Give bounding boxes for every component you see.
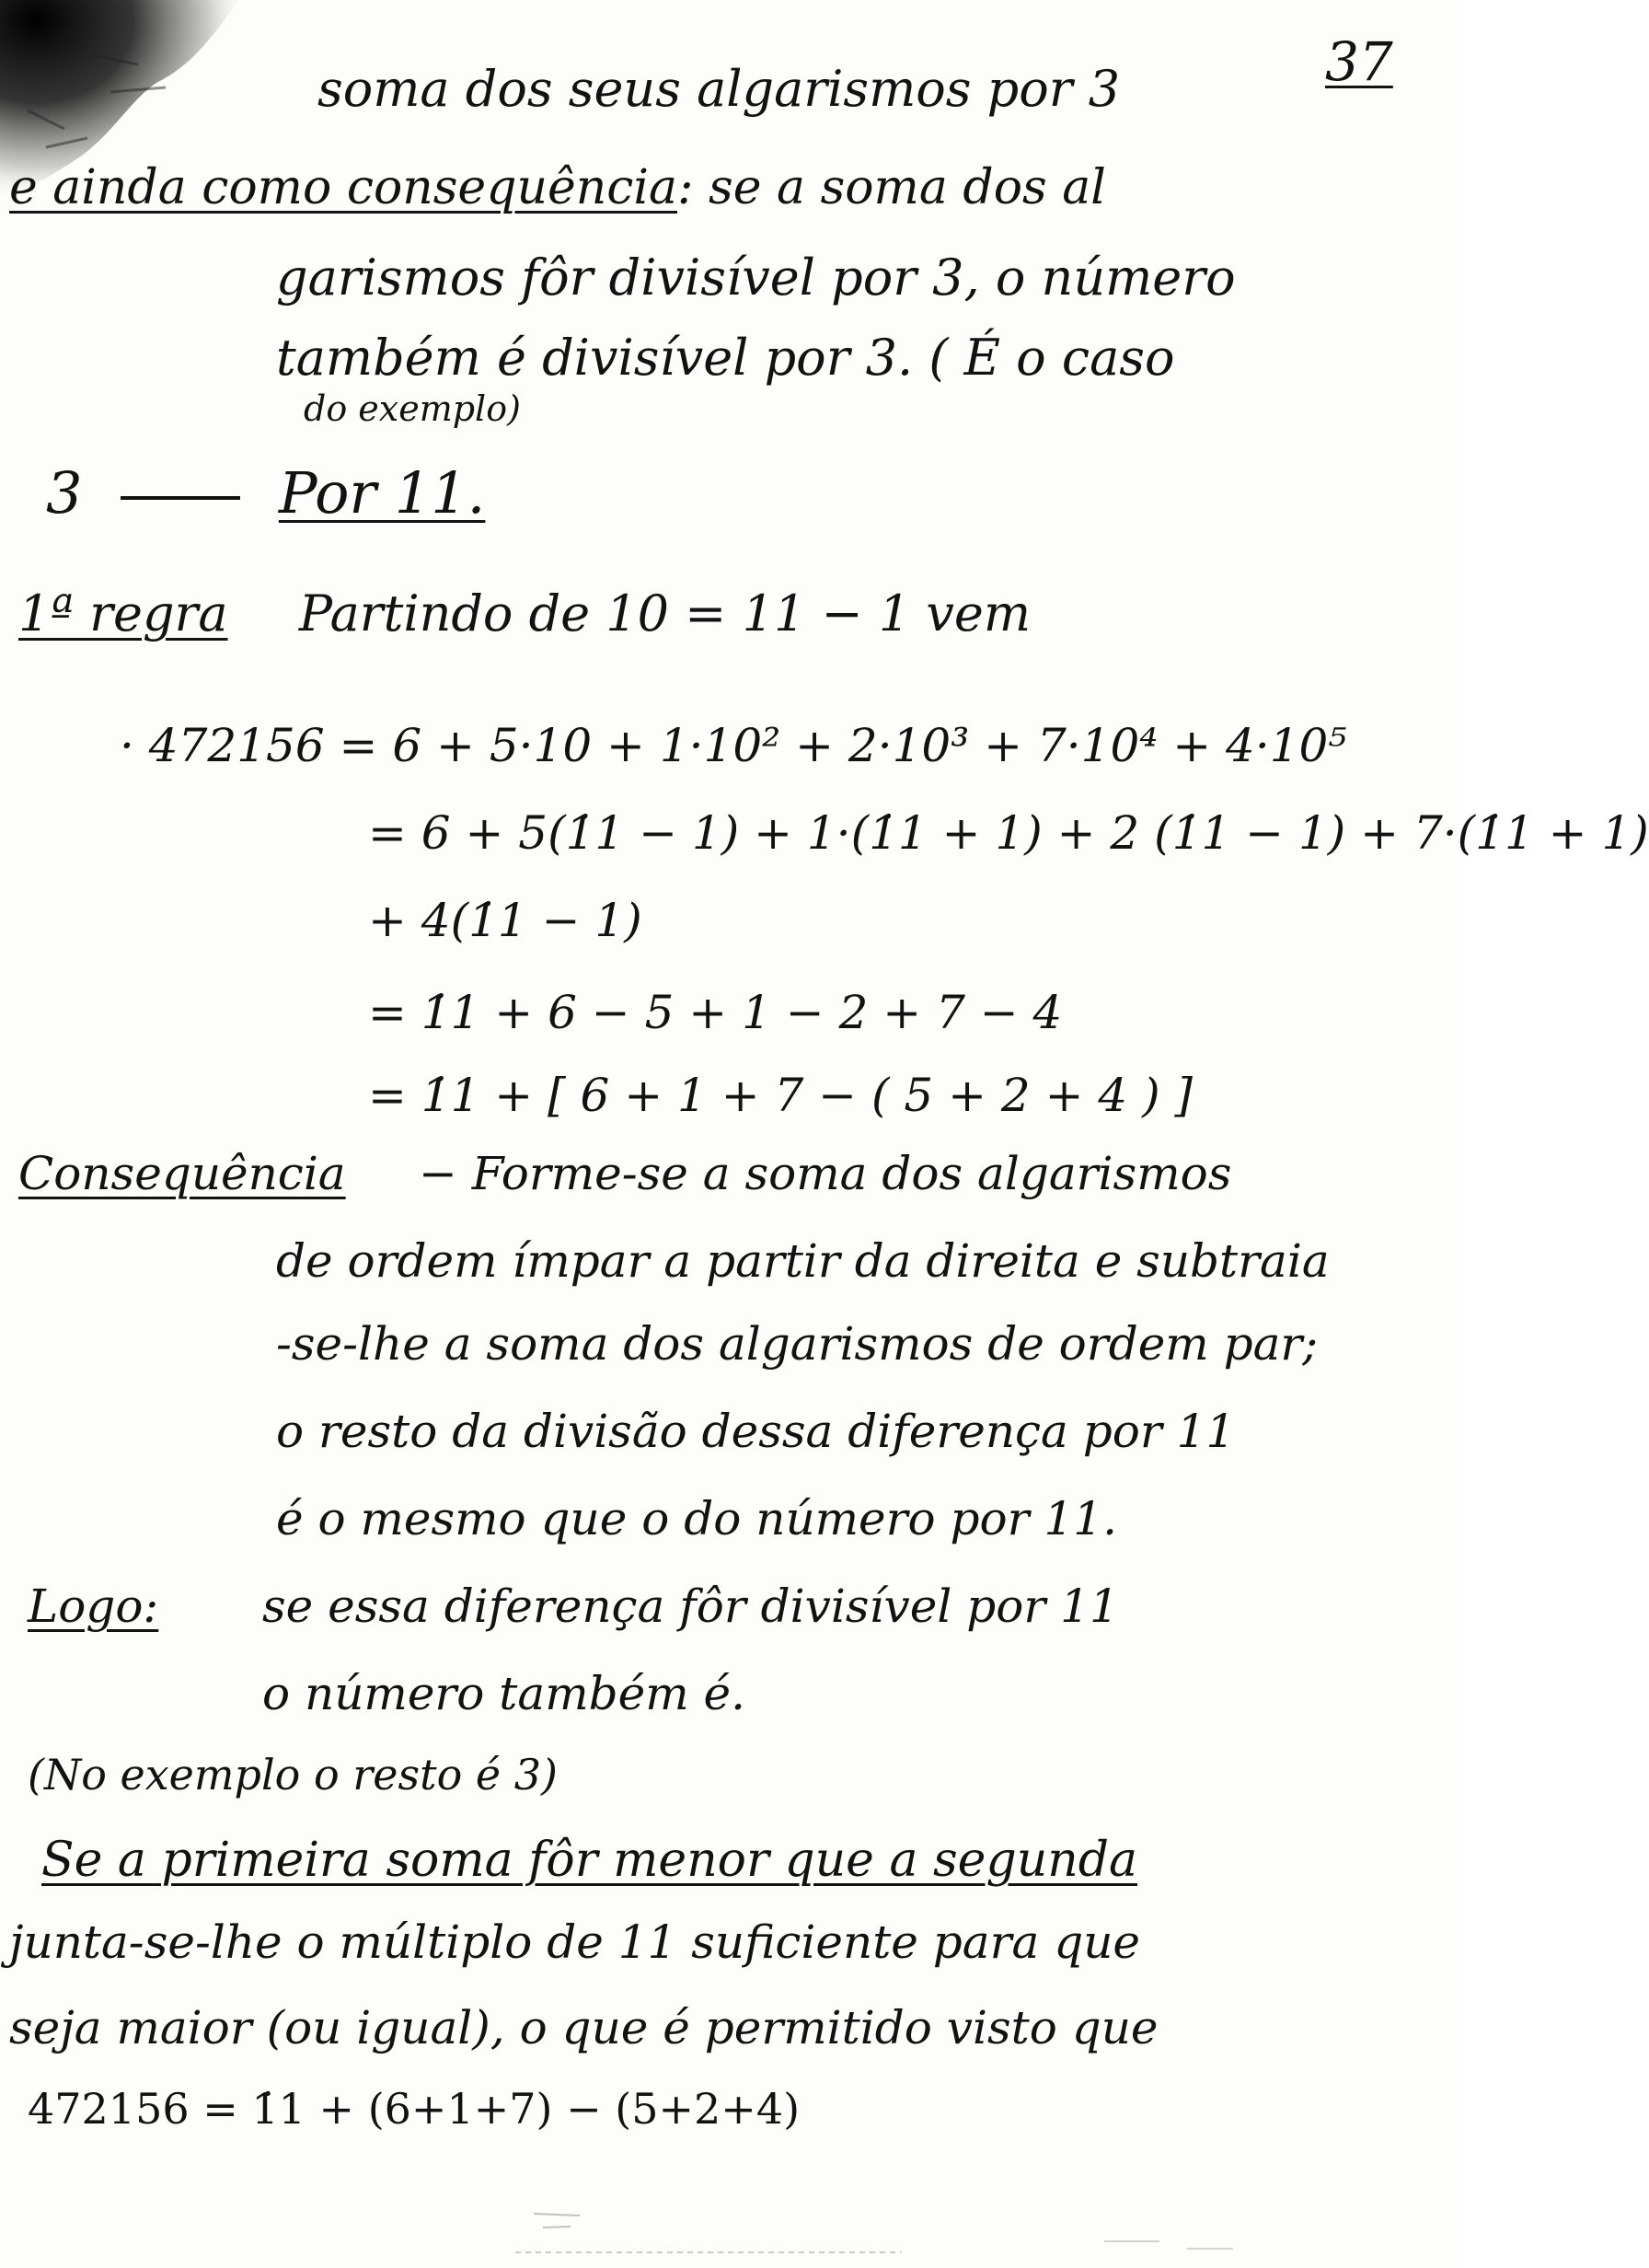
final-equation: 472156 = 1̇1 + (6+1+7) − (5+2+4) bbox=[28, 2084, 801, 2134]
section-dash bbox=[121, 496, 240, 500]
text-line-4-note: do exemplo) bbox=[304, 388, 521, 429]
section-number: 3 bbox=[46, 459, 83, 526]
conclusion-line-1: se essa diferença fôr divisível por 11 bbox=[262, 1580, 1119, 1633]
rule-text: Partindo de 10 = 11 − 1 vem bbox=[298, 584, 1032, 642]
consequence-line-1: − Forme-se a soma dos algarismos bbox=[419, 1147, 1232, 1200]
logo-label: Logo: bbox=[28, 1580, 159, 1633]
final-line-3: seja maior (ou igual), o que é permitido visto que bbox=[9, 2001, 1159, 2054]
example-note: (No exemplo o resto é 3) bbox=[28, 1750, 558, 1799]
equation-line-4: = 1̇1 + 6 − 5 + 1 − 2 + 7 − 4 bbox=[368, 986, 1063, 1039]
conclusion-line-2: o número também é. bbox=[262, 1667, 745, 1720]
equation-line-5: = 1̇1 + [ 6 + 1 + 7 − ( 5 + 2 + 4 ) ] bbox=[368, 1069, 1193, 1122]
consequence-label: Consequência bbox=[18, 1147, 346, 1200]
rule-label: 1ª regra bbox=[18, 584, 228, 642]
text-line-1: soma dos seus algarismos por 3 bbox=[317, 60, 1121, 118]
consequence-line-3: -se-lhe a soma dos algarismos de ordem par; bbox=[276, 1317, 1319, 1371]
text-line-2-rest: : se a soma dos al bbox=[677, 160, 1106, 215]
scan-bottom-marks-icon bbox=[479, 2204, 1307, 2260]
equation-line-3: + 4(1̇1 − 1) bbox=[368, 894, 642, 947]
text-line-3: garismos fôr divisível por 3, o número bbox=[276, 249, 1236, 307]
underlined-phrase: e ainda como consequência bbox=[9, 160, 677, 215]
page-number: 37 bbox=[1325, 30, 1393, 93]
final-line-2: junta-se-lhe o múltiplo de 11 suficiente para que bbox=[9, 1915, 1141, 1969]
equation-line-1: · 472156 = 6 + 5·10 + 1·10² + 2·10³ + 7·10⁴ + 4·10⁵ bbox=[120, 719, 1347, 772]
section-title: Por 11. bbox=[278, 459, 486, 526]
consequence-line-4: o resto da divisão dessa diferença por 11 bbox=[276, 1405, 1236, 1458]
rule-line bbox=[18, 584, 1032, 642]
text-line-2 bbox=[9, 160, 1106, 215]
consequence-line-2: de ordem ímpar a partir da direita e subtraia bbox=[276, 1234, 1330, 1288]
consequence-line-5: é o mesmo que o do número por 11. bbox=[276, 1492, 1117, 1545]
text-line-4: também é divisível por 3. ( É o caso bbox=[276, 329, 1175, 387]
equation-line-2: = 6 + 5(1̇1 − 1) + 1·(1̇1 + 1) + 2 (1̇1 − 1) + 7·(1̇1 + 1) bbox=[368, 806, 1649, 860]
section-heading bbox=[46, 459, 486, 526]
final-line-1: Se a primeira soma fôr menor que a segunda bbox=[41, 1833, 1137, 1888]
